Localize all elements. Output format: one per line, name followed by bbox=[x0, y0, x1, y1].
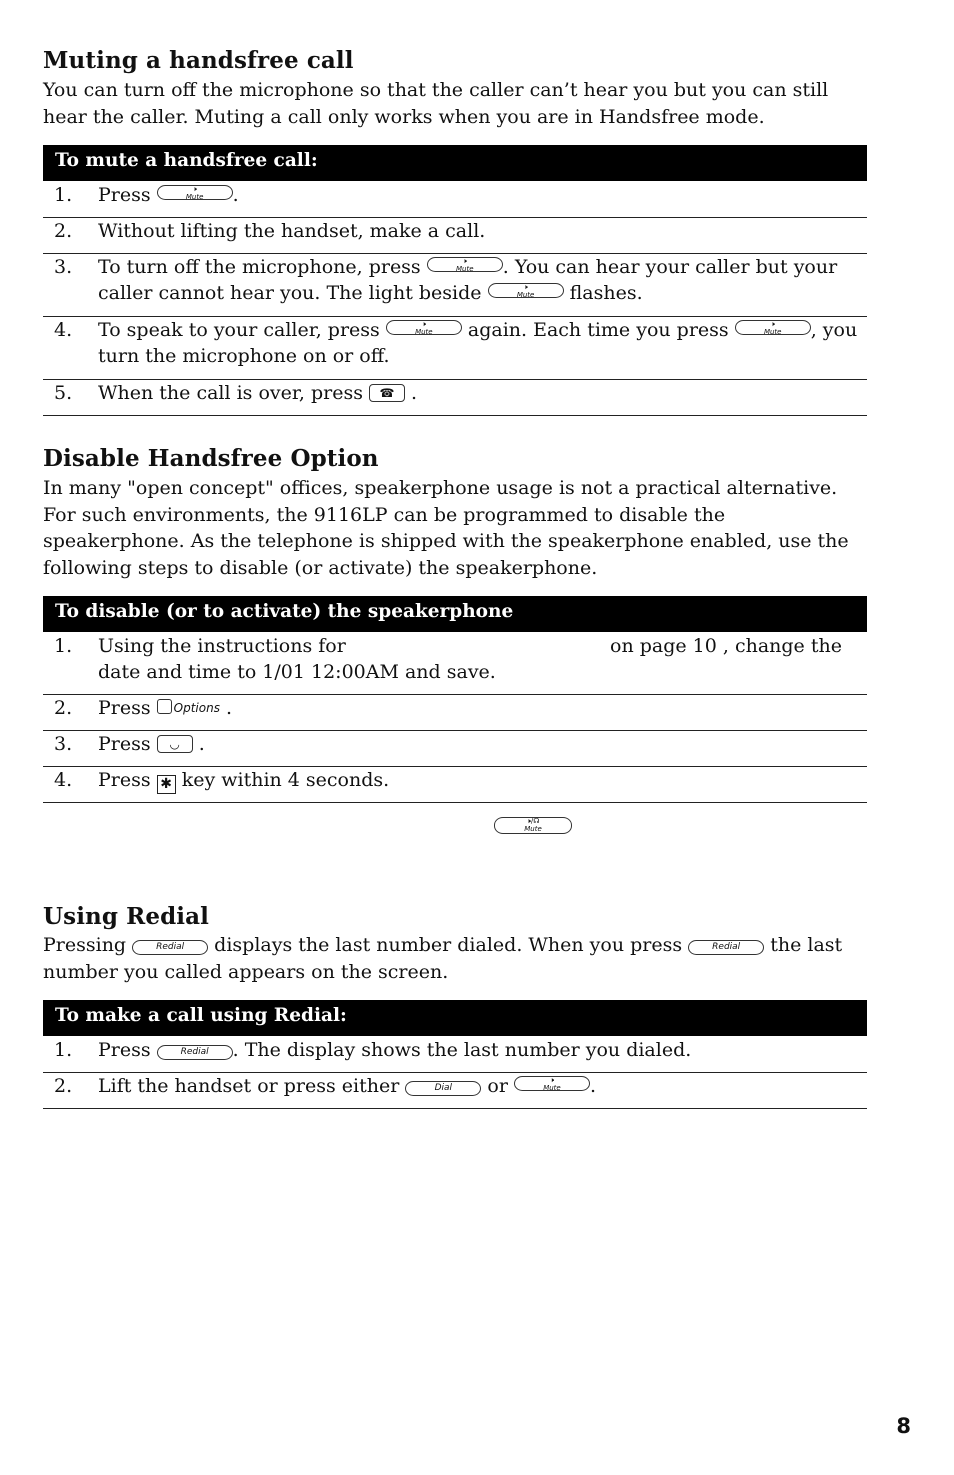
redial-key-icon: Redial bbox=[132, 940, 208, 955]
step-text: Press ✱ key within 4 seconds. bbox=[98, 769, 390, 792]
step-number: 1. bbox=[54, 1039, 73, 1061]
disable-handsfree-intro: In many "open concept" offices, speakerphone usage is not a practical alternative. For such environments, the 9116LP can be programmed to disable the speakerphone. As the telephone is shipped with the speakerphone enabled, use the following steps to disable (or activate) the speakerphone. bbox=[43, 477, 849, 579]
redial-step-2 bbox=[43, 1073, 867, 1109]
mute-key-icon: 🕨 Mute bbox=[488, 283, 564, 298]
disable-step-2 bbox=[43, 695, 867, 731]
redial-intro: Pressing Redial displays the last number dialed. When you press Redial the last number you called appears on the screen. bbox=[43, 934, 843, 983]
mute-key-icon: 🕨 Mute bbox=[514, 1076, 590, 1091]
step-text: Press Redial . The display shows the last number you dialed. bbox=[98, 1039, 692, 1061]
options-key-icon: Options bbox=[157, 695, 220, 721]
dial-key-icon: Dial bbox=[405, 1081, 481, 1096]
mute-key-icon: 🕨 Mute bbox=[386, 320, 462, 335]
step-number: 4. bbox=[54, 319, 73, 341]
mute-step-3 bbox=[43, 254, 867, 317]
redial-key-icon: Redial bbox=[157, 1045, 233, 1060]
step-number: 3. bbox=[54, 256, 73, 278]
star-key-icon: ✱ bbox=[157, 775, 176, 794]
mute-key-icon: 🕨 Mute bbox=[157, 185, 233, 200]
step-number: 1. bbox=[54, 184, 73, 206]
section-title-disable-handsfree: Disable Handsfree Option bbox=[43, 445, 379, 472]
section-title-redial: Using Redial bbox=[43, 903, 209, 930]
disable-step-4 bbox=[43, 767, 867, 803]
step-number: 2. bbox=[54, 220, 73, 242]
step-number: 5. bbox=[54, 382, 73, 404]
section-title-muting: Muting a handsfree call bbox=[43, 47, 354, 74]
mute-table-header: To mute a handsfree call: bbox=[43, 145, 867, 181]
step-number: 4. bbox=[54, 769, 73, 791]
mute-release-key-icon: 🕨/☊ Mute bbox=[494, 817, 572, 837]
step-number: 3. bbox=[54, 733, 73, 755]
step-text: Press Options . bbox=[98, 697, 233, 719]
redial-step-1 bbox=[43, 1037, 867, 1073]
disable-table-header: To disable (or to activate) the speakerphone bbox=[43, 596, 867, 632]
mute-step-2 bbox=[43, 218, 867, 254]
page-number: 8 bbox=[896, 1414, 911, 1438]
step-text: Lift the handset or press either Dial or 🕨 Mute . bbox=[98, 1075, 596, 1097]
step-number: 1. bbox=[54, 635, 73, 657]
mute-step-5 bbox=[43, 380, 867, 416]
redial-table-header: To make a call using Redial: bbox=[43, 1000, 867, 1036]
step-text: Press 🕨 Mute . bbox=[98, 184, 239, 206]
handsfree-key-icon: ◡ bbox=[157, 735, 193, 753]
step-text: To turn off the microphone, press 🕨 Mute . You can hear your caller but your caller cannot hear you. The light beside 🕨 Mute flashes. bbox=[98, 256, 838, 304]
step-text: Using the instructions for on page 10 , change the date and time to 1/01 12:00AM and save. bbox=[98, 635, 842, 683]
disable-step-1 bbox=[43, 633, 867, 695]
step-text: When the call is over, press ☎ . bbox=[98, 382, 418, 404]
mute-step-1 bbox=[43, 182, 867, 218]
muting-intro: You can turn off the microphone so that the caller can’t hear you but you can still hear the caller. Muting a call only works when you are in Handsfree mode. bbox=[43, 79, 829, 128]
disable-step-3 bbox=[43, 731, 867, 767]
mute-key-icon: 🕨 Mute bbox=[735, 320, 811, 335]
step-text: Without lifting the handset, make a call. bbox=[98, 220, 486, 242]
mute-key-icon: 🕨 Mute bbox=[427, 257, 503, 272]
release-key-icon: ☎ bbox=[369, 384, 405, 402]
redial-key-icon: Redial bbox=[688, 940, 764, 955]
step-text: Press ◡ . bbox=[98, 733, 205, 755]
mute-step-4 bbox=[43, 317, 867, 380]
step-number: 2. bbox=[54, 697, 73, 719]
step-number: 2. bbox=[54, 1075, 73, 1097]
step-text: To speak to your caller, press 🕨 Mute again. Each time you press 🕨 Mute , you turn the microphone on or off. bbox=[98, 319, 858, 367]
